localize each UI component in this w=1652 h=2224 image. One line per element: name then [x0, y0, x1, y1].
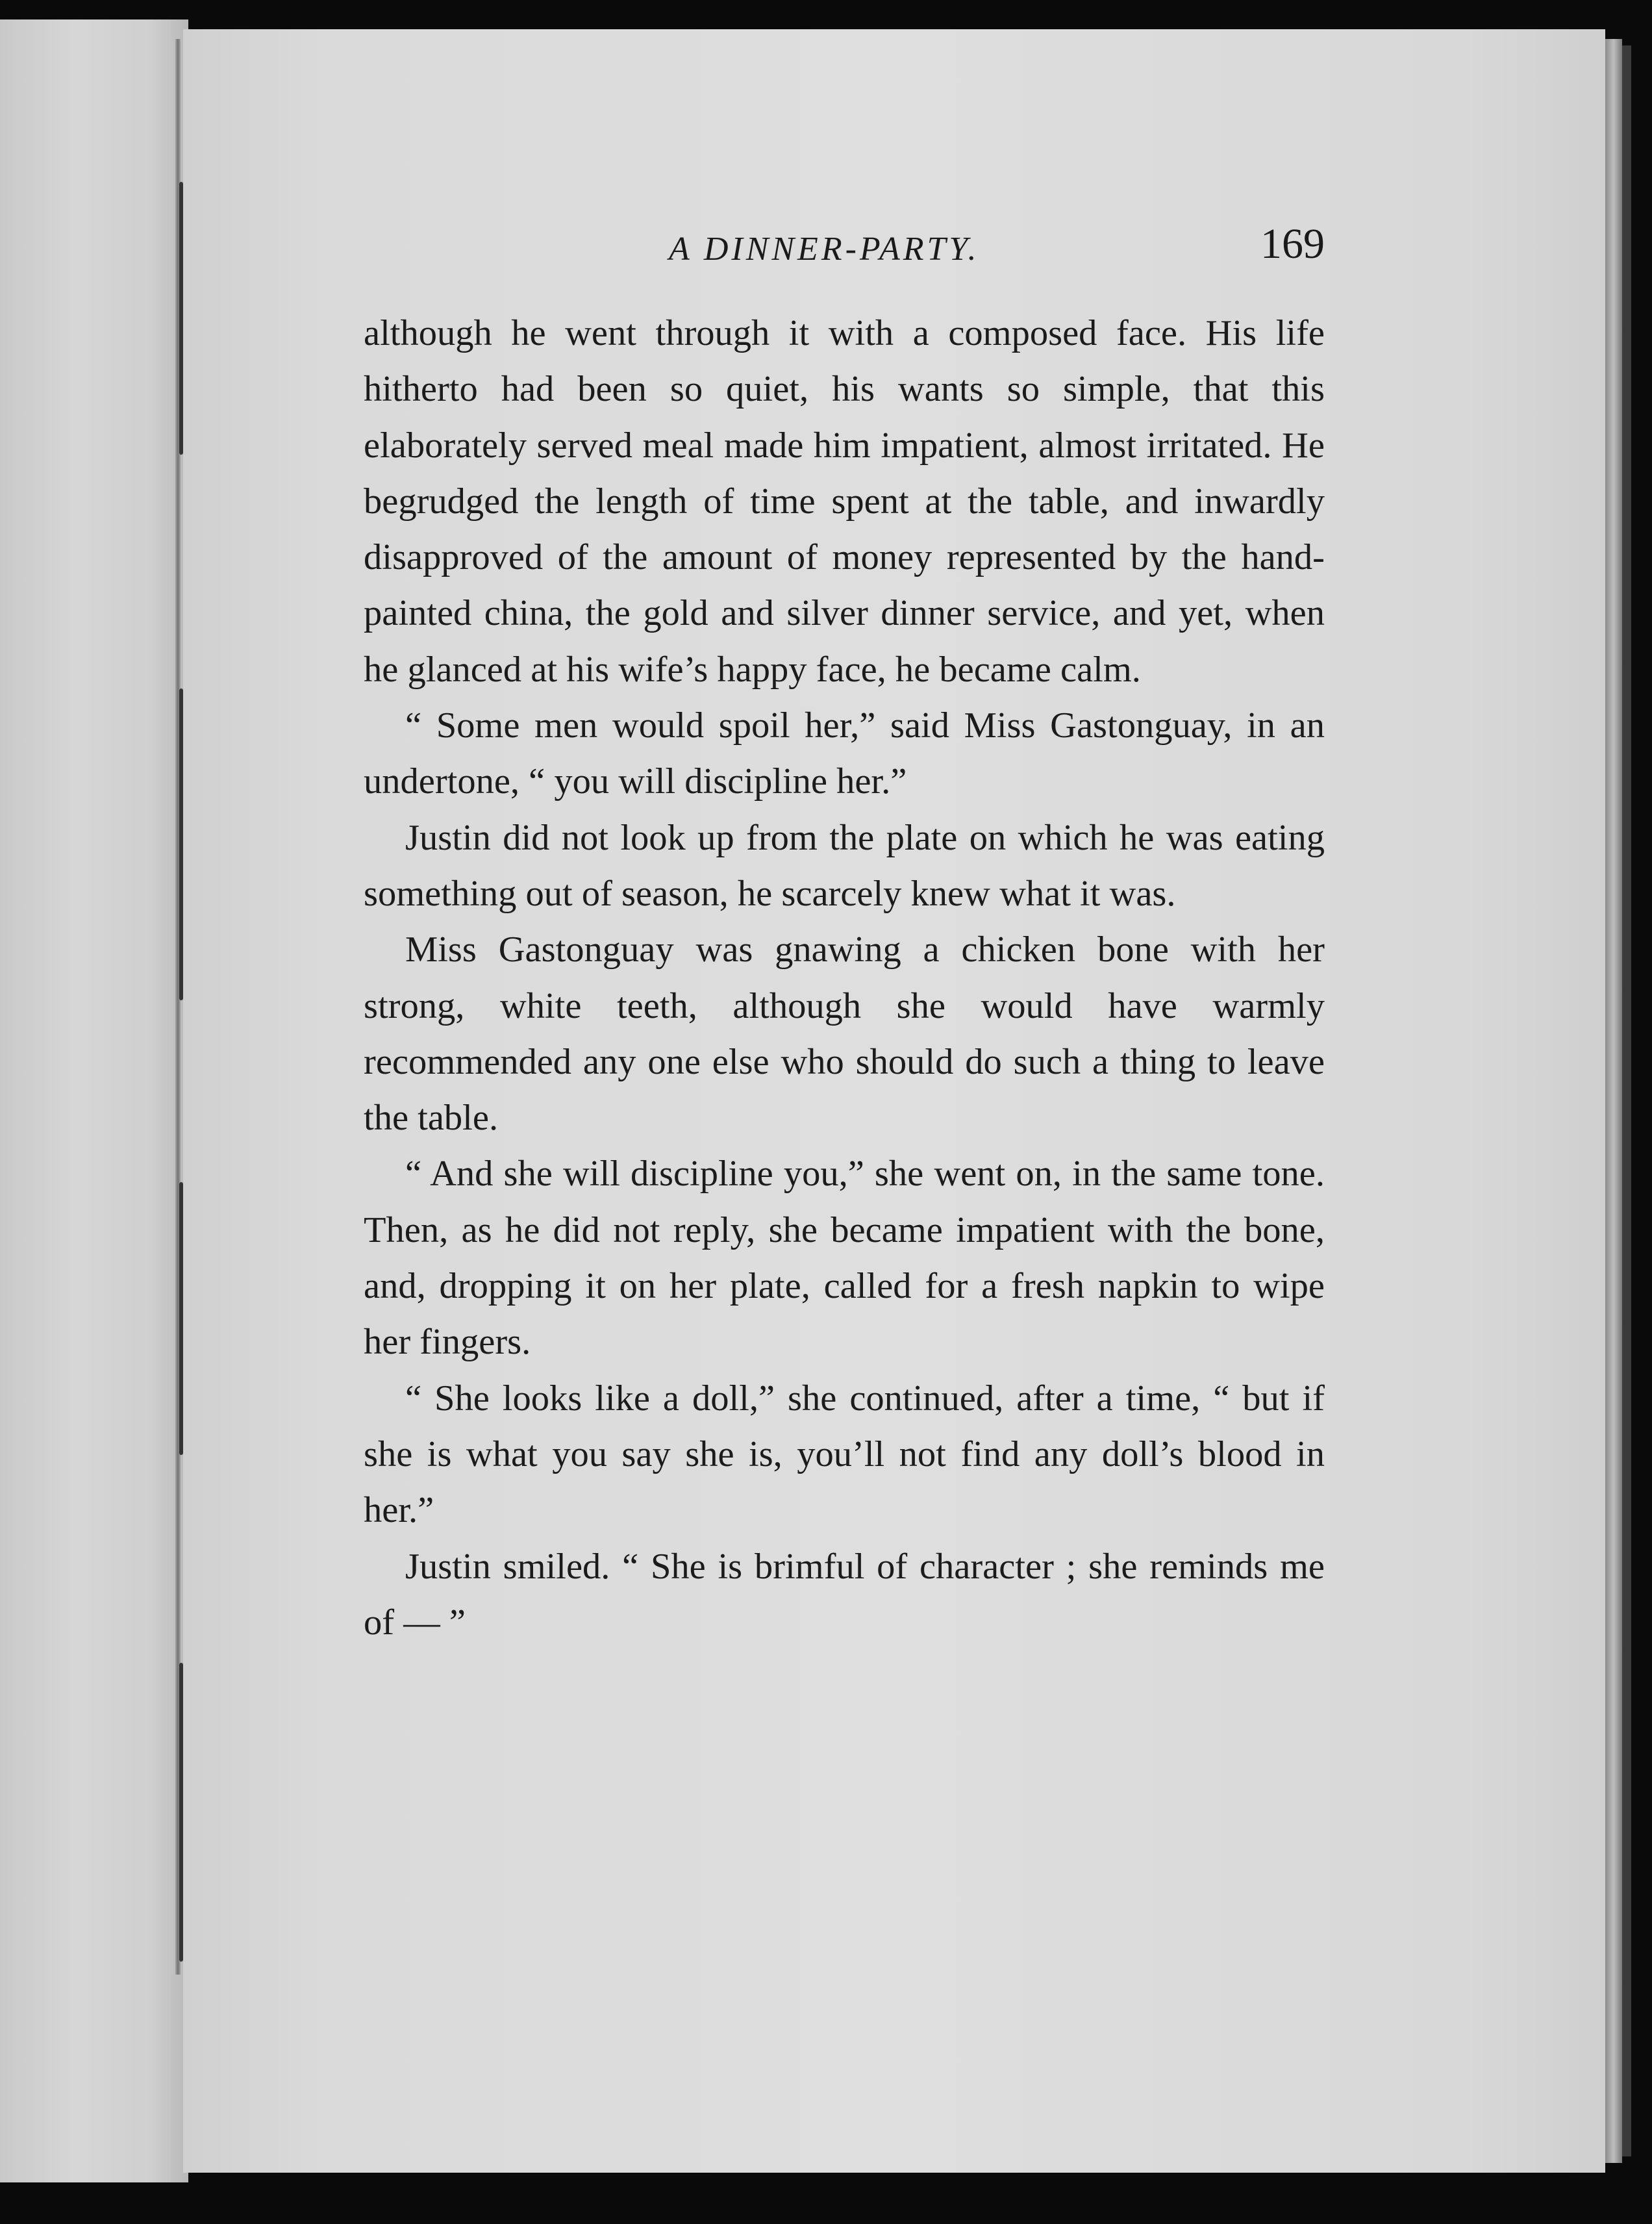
- paragraph: although he went through it with a composed face. His life hitherto had been so quiet, his wants so simple, that this elaborately served meal made him impatient, almost irritated. He begrudged the length of time spent at the table, and inwardly disapproved of the amount of money represented by the hand-painted china, the gold and silver dinner service, and yet, when he glanced at his wife’s happy face, he became calm.: [364, 313, 1325, 690]
- page-header: [364, 220, 1325, 284]
- page-number: 169: [1260, 220, 1325, 268]
- page-edge: [1605, 39, 1622, 2163]
- paragraph: “ Some men would spoil her,” said Miss Gastonguay, in an undertone, “ you will discipline her.”: [364, 705, 1325, 802]
- paragraph: “ And she will discipline you,” she went on, in the same tone. Then, as he did not reply, she became impatient with the bone, and, dropping it on her plate, called for a fresh napkin to wipe her fingers.: [364, 1154, 1325, 1363]
- page-edge-shadow: [1622, 45, 1631, 2156]
- body-text: [364, 305, 1325, 1650]
- running-title: A DINNER-PARTY.: [669, 231, 980, 268]
- facing-page-gutter: [0, 19, 188, 2182]
- paragraph: “ She looks like a doll,” she continued, after a time, “ but if she is what you say she is, you’ll not find any doll’s blood in her.”: [364, 1378, 1325, 1531]
- paragraph: Justin did not look up from the plate on which he was eating something out of season, he scarcely knew what it was.: [364, 817, 1325, 914]
- paragraph: Justin smiled. “ She is brimful of character ; she reminds me of — ”: [364, 1546, 1325, 1643]
- paragraph: Miss Gastonguay was gnawing a chicken bone with her strong, white teeth, although she would have warmly recommended any one else who should do such a thing to leave the table.: [364, 929, 1325, 1139]
